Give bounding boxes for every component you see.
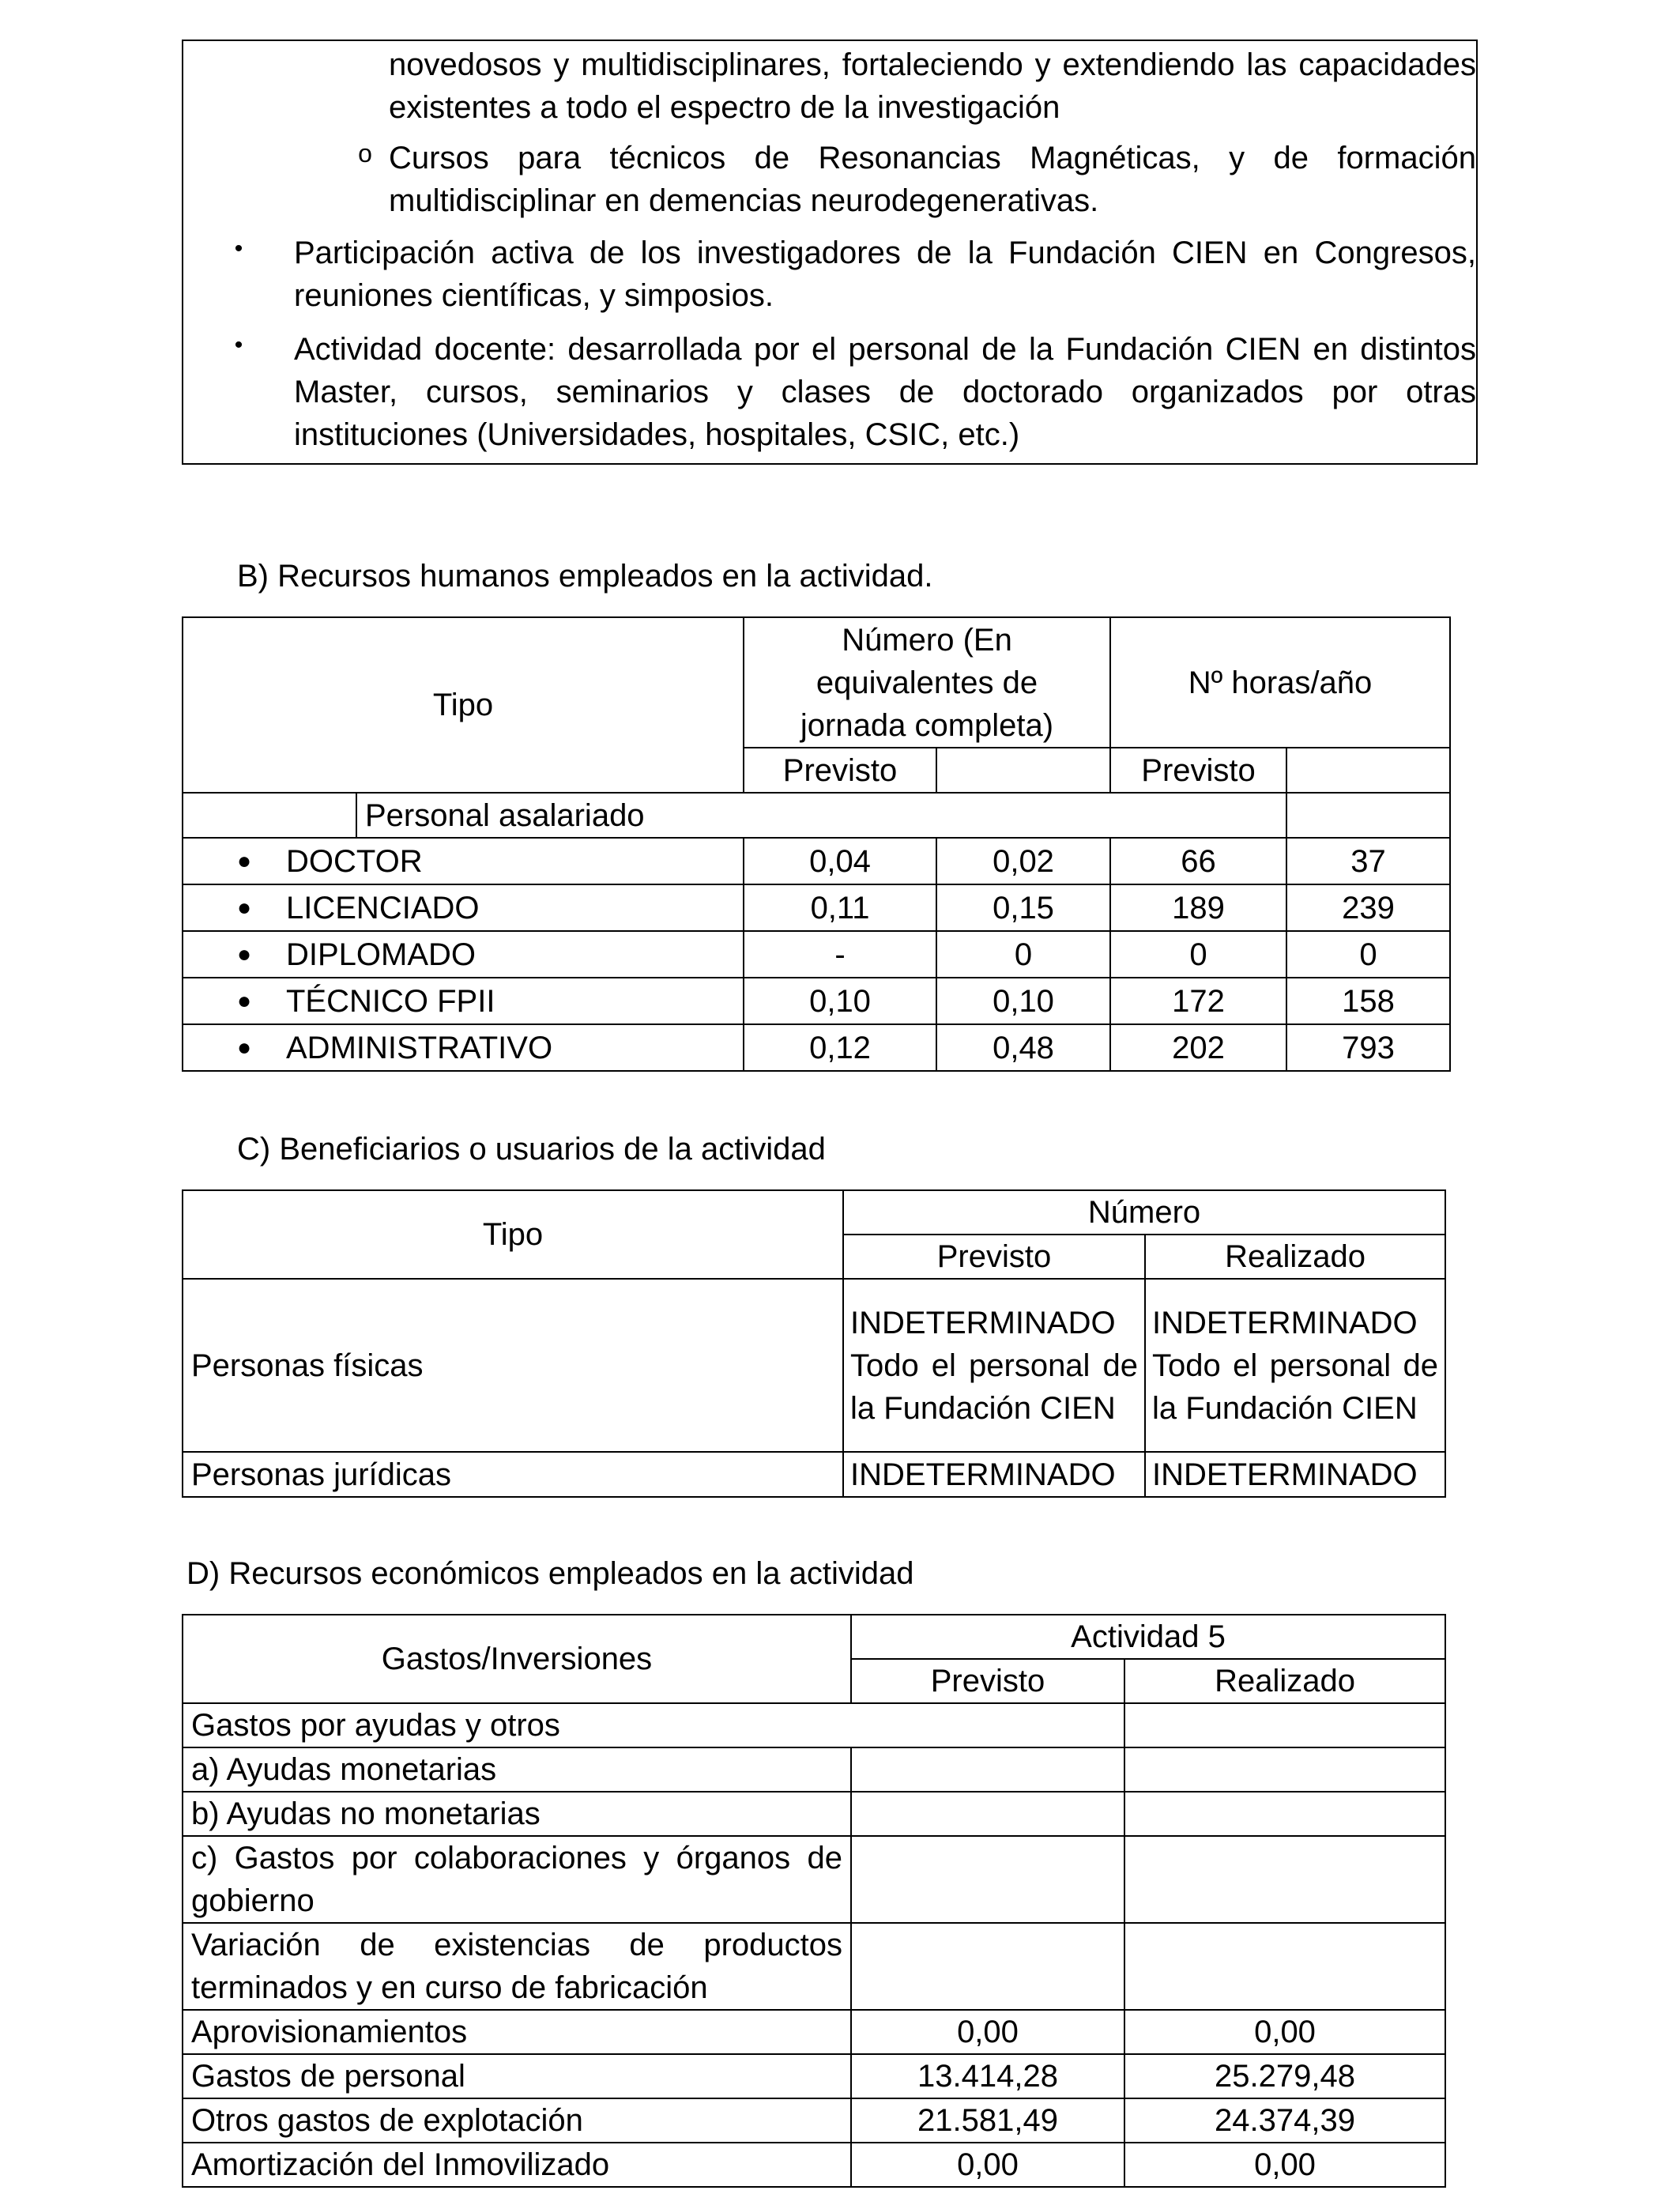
cell-realizado: 0,00 — [1124, 2010, 1445, 2054]
subheader-previsto: Previsto — [744, 748, 936, 793]
group-row-label: Gastos por ayudas y otros — [183, 1703, 1124, 1747]
row-tipo: Personas jurídicas — [183, 1452, 843, 1497]
cell-horas-previsto: 66 — [1110, 838, 1286, 884]
cell-num-realizado: 0,02 — [936, 838, 1110, 884]
sub-bullet-marker: o — [358, 139, 372, 168]
list-item-text: Actividad docente: desarrollada por el personal de la Fundación CIEN en distintos Master, cursos, seminarios y clases de doctorado organizados por otras instituciones (Universidades, hospitales, CSIC, etc.) — [294, 332, 1476, 452]
table-row — [183, 1836, 1445, 1923]
group-blank — [1286, 793, 1450, 838]
bullet-icon: ● — [237, 987, 252, 1014]
bullet-icon: ● — [237, 941, 252, 967]
cell-realizado: INDETERMINADO Todo el personal de la Fundación CIEN — [1145, 1279, 1445, 1452]
cell-realizado — [1124, 1792, 1445, 1836]
human-resources-table — [182, 616, 1451, 1072]
group-label: Personal asalariado — [356, 793, 1286, 838]
row-tipo: ● DIPLOMADO — [183, 931, 744, 978]
subheader-blank — [936, 748, 1110, 793]
table-row — [183, 978, 1450, 1024]
cell-realizado: 25.279,48 — [1124, 2054, 1445, 2098]
subheader-previsto: Previsto — [843, 1235, 1145, 1279]
cell-previsto: INDETERMINADO — [843, 1452, 1145, 1497]
bullet-marker: • — [234, 236, 243, 262]
subheader-realizado: Realizado — [1124, 1659, 1445, 1703]
cell-num-previsto: 0,04 — [744, 838, 936, 884]
cell-num-realizado: 0 — [936, 931, 1110, 978]
header-numero: Número — [843, 1190, 1445, 1235]
cell-num-realizado: 0,48 — [936, 1024, 1110, 1071]
beneficiaries-table — [182, 1189, 1446, 1498]
row-label: Variación de existencias de productos terminados y en curso de fabricación — [183, 1923, 851, 2010]
activities-box — [182, 40, 1478, 465]
cell-horas-realizado: 37 — [1286, 838, 1450, 884]
cell-realizado — [1124, 1836, 1445, 1923]
cell-previsto — [851, 1923, 1124, 2010]
list-item — [183, 232, 1476, 317]
table-row — [183, 2098, 1445, 2143]
cell-horas-previsto: 202 — [1110, 1024, 1286, 1071]
list-item-text: Participación activa de los investigadores de la Fundación CIEN en Congresos, reuniones científicas, y simposios. — [294, 236, 1476, 313]
row-tipo: ● LICENCIADO — [183, 884, 744, 931]
cell-num-previsto: 0,12 — [744, 1024, 936, 1071]
table-row — [183, 2010, 1445, 2054]
header-numero: Número (En equivalentes de jornada completa) — [744, 617, 1110, 748]
cell-num-previsto: 0,10 — [744, 978, 936, 1024]
section-d-heading: D) Recursos económicos empleados en la actividad — [186, 1556, 914, 1591]
cell-realizado — [1124, 1923, 1445, 2010]
table-row — [183, 1452, 1445, 1497]
cell-num-previsto: - — [744, 931, 936, 978]
bullet-icon: ● — [237, 847, 252, 874]
row-label: Otros gastos de explotación — [183, 2098, 851, 2143]
section-c-heading: C) Beneficiarios o usuarios de la actividad — [237, 1132, 826, 1167]
group-spacer — [183, 793, 356, 838]
cell-previsto — [851, 1792, 1124, 1836]
table-row — [183, 1024, 1450, 1071]
economic-resources-table — [182, 1614, 1446, 2188]
cell-previsto — [851, 1747, 1124, 1792]
cell-horas-previsto: 172 — [1110, 978, 1286, 1024]
row-tipo: ● TÉCNICO FPII — [183, 978, 744, 1024]
table-row — [183, 1923, 1445, 2010]
sub-list-item — [341, 137, 1476, 222]
section-b-heading: B) Recursos humanos empleados en la actividad. — [237, 559, 933, 594]
header-gastos: Gastos/Inversiones — [183, 1615, 851, 1703]
cell-realizado: 0,00 — [1124, 2143, 1445, 2187]
table-row — [183, 1747, 1445, 1792]
cell-previsto — [851, 1836, 1124, 1923]
cell-realizado — [1124, 1747, 1445, 1792]
sub-list-item-text: Cursos para técnicos de Resonancias Magnéticas, y de formación multidisciplinar en demencias neurodegenerativas. — [389, 141, 1476, 218]
table-row — [183, 1279, 1445, 1452]
cell-num-realizado: 0,15 — [936, 884, 1110, 931]
cell-num-realizado: 0,10 — [936, 978, 1110, 1024]
cell-horas-realizado: 793 — [1286, 1024, 1450, 1071]
bullet-icon: ● — [237, 894, 252, 921]
header-horas: Nº horas/año — [1110, 617, 1450, 748]
cell-previsto: 21.581,49 — [851, 2098, 1124, 2143]
sub-list-item-text: novedosos y multidisciplinares, fortaleciendo y extendiendo las capacidades existentes a todo el espectro de la investigación — [389, 47, 1476, 125]
subheader-previsto: Previsto — [851, 1659, 1124, 1703]
cell-horas-realizado: 0 — [1286, 931, 1450, 978]
row-tipo: ● DOCTOR — [183, 838, 744, 884]
table-row — [183, 2054, 1445, 2098]
row-label: a) Ayudas monetarias — [183, 1747, 851, 1792]
cell-previsto: 0,00 — [851, 2143, 1124, 2187]
header-tipo: Tipo — [183, 1190, 843, 1279]
table-row — [183, 931, 1450, 978]
cell-previsto: 0,00 — [851, 2010, 1124, 2054]
cell-realizado: 24.374,39 — [1124, 2098, 1445, 2143]
table-row — [183, 2143, 1445, 2187]
subheader-blank — [1286, 748, 1450, 793]
list-item — [183, 328, 1476, 456]
row-label: c) Gastos por colaboraciones y órganos de gobierno — [183, 1836, 851, 1923]
table-row — [183, 1792, 1445, 1836]
cell-horas-realizado: 158 — [1286, 978, 1450, 1024]
bullet-marker: • — [234, 332, 243, 358]
subheader-realizado: Realizado — [1145, 1235, 1445, 1279]
table-row — [183, 884, 1450, 931]
cell-num-previsto: 0,11 — [744, 884, 936, 931]
sub-bullet-marker — [341, 43, 389, 129]
row-label: Aprovisionamientos — [183, 2010, 851, 2054]
row-label: Gastos de personal — [183, 2054, 851, 2098]
row-tipo: Personas físicas — [183, 1279, 843, 1452]
row-tipo: ● ADMINISTRATIVO — [183, 1024, 744, 1071]
header-tipo: Tipo — [183, 617, 744, 793]
cell-horas-realizado: 239 — [1286, 884, 1450, 931]
cell-previsto: INDETERMINADO Todo el personal de la Fundación CIEN — [843, 1279, 1145, 1452]
group-row-blank — [1124, 1703, 1445, 1747]
header-actividad: Actividad 5 — [851, 1615, 1445, 1659]
cell-realizado: INDETERMINADO — [1145, 1452, 1445, 1497]
subheader-previsto: Previsto — [1110, 748, 1286, 793]
cell-previsto: 13.414,28 — [851, 2054, 1124, 2098]
row-label: b) Ayudas no monetarias — [183, 1792, 851, 1836]
table-row — [183, 838, 1450, 884]
cell-horas-previsto: 0 — [1110, 931, 1286, 978]
bullet-icon: ● — [237, 1034, 252, 1061]
row-label: Amortización del Inmovilizado — [183, 2143, 851, 2187]
sub-list-item — [341, 43, 1476, 129]
cell-horas-previsto: 189 — [1110, 884, 1286, 931]
